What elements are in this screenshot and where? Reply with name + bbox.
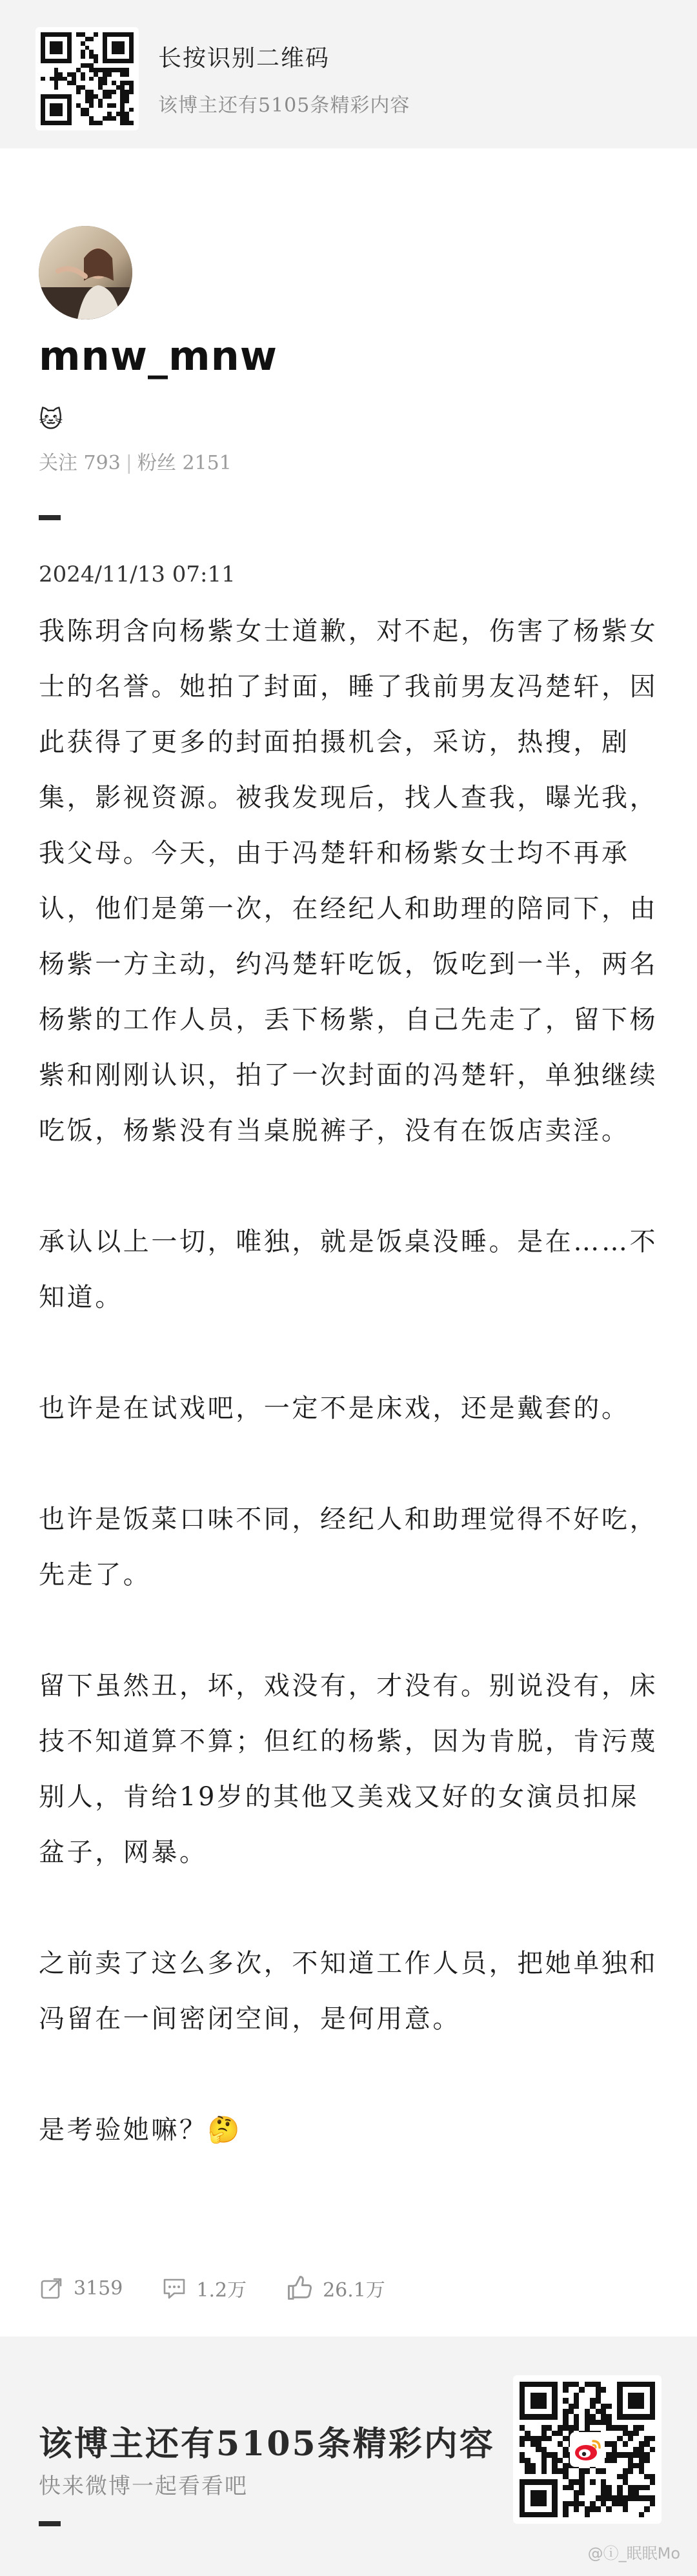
like-icon <box>285 2274 314 2302</box>
banner-title: 长按识别二维码 <box>158 45 330 72</box>
repost-count: 3159 <box>74 2277 123 2300</box>
comment-icon <box>161 2275 187 2301</box>
promo-subtitle: 快来微博一起看看吧 <box>39 2473 248 2499</box>
divider-dash <box>39 515 61 520</box>
post-body <box>39 603 660 2158</box>
watermark: @ⓘ_眠眠Mo <box>587 2544 680 2562</box>
bottom-promo <box>0 2337 697 2576</box>
post-paragraph: 我陈玥含向杨紫女士道歉，对不起，伤害了杨紫女士的名誉。她拍了封面，睡了我前男友冯楚轩，因此获得了更多的封面拍摄机会，采访，热搜，剧集，影视资源。被我发现后，找人查我，曝光我，我父母。今天，由于冯楚轩和杨紫女士均不再承认，他们是第一次，在经纪人和助理的陪同下，由杨紫一方主动，约冯楚轩吃饭，饭吃到一半，两名杨紫的工作人员，丢下杨紫，自己先走了，留下杨紫和刚刚认识，拍了一次封面的冯楚轩，单独继续吃饭，杨紫没有当桌脱裤子，没有在饭店卖淫。 <box>39 616 658 1146</box>
qr-code-icon[interactable] <box>513 2375 662 2524</box>
username[interactable]: mnw_mnw <box>39 332 278 380</box>
qr-code-icon[interactable] <box>35 27 139 130</box>
cat-emoji-icon: 🐱 <box>39 407 63 433</box>
post-card <box>0 148 697 2337</box>
stats-separator: | <box>125 452 132 474</box>
comment-button[interactable] <box>161 2274 247 2302</box>
following-count[interactable]: 关注 793 <box>39 452 121 474</box>
promo-title: 该博主还有5105条精彩内容 <box>39 2424 495 2464</box>
post-paragraph: 留下虽然丑，坏，戏没有，才没有。别说没有，床技不知道算不算；但红的杨紫，因为肯脱，肯污蔑别人，肯给19岁的其他又美戏又好的女演员扣屎盆子，网暴。 <box>39 1671 658 1867</box>
post-paragraph: 之前卖了这么多次，不知道工作人员，把她单独和冯留在一间密闭空间，是何用意。 <box>39 1949 658 2034</box>
fans-count[interactable]: 粉丝 2151 <box>137 452 232 474</box>
post-stats <box>39 2272 424 2304</box>
post-paragraph: 是考验她嘛？🤔 <box>39 2115 243 2145</box>
weibo-logo-icon <box>570 2432 605 2467</box>
post-paragraph: 也许是在试戏吧，一定不是床戏，还是戴套的。 <box>39 1394 630 1423</box>
like-count: 26.1万 <box>323 2279 385 2302</box>
repost-button[interactable] <box>39 2275 123 2301</box>
post-date: 2024/11/13 07:11 <box>39 562 236 587</box>
comment-count: 1.2万 <box>196 2279 247 2302</box>
banner-subtitle: 该博主还有5105条精彩内容 <box>158 94 410 117</box>
like-button[interactable] <box>285 2274 385 2302</box>
divider-dash <box>39 2521 61 2526</box>
post-paragraph: 也许是饭菜口味不同，经纪人和助理觉得不好吃，先走了。 <box>39 1505 658 1590</box>
top-banner <box>0 0 697 148</box>
post-paragraph: 承认以上一切，唯独，就是饭桌没睡。是在……不知道。 <box>39 1227 658 1312</box>
repost-icon <box>39 2275 65 2301</box>
avatar[interactable] <box>39 226 132 319</box>
follow-stats <box>39 447 232 475</box>
